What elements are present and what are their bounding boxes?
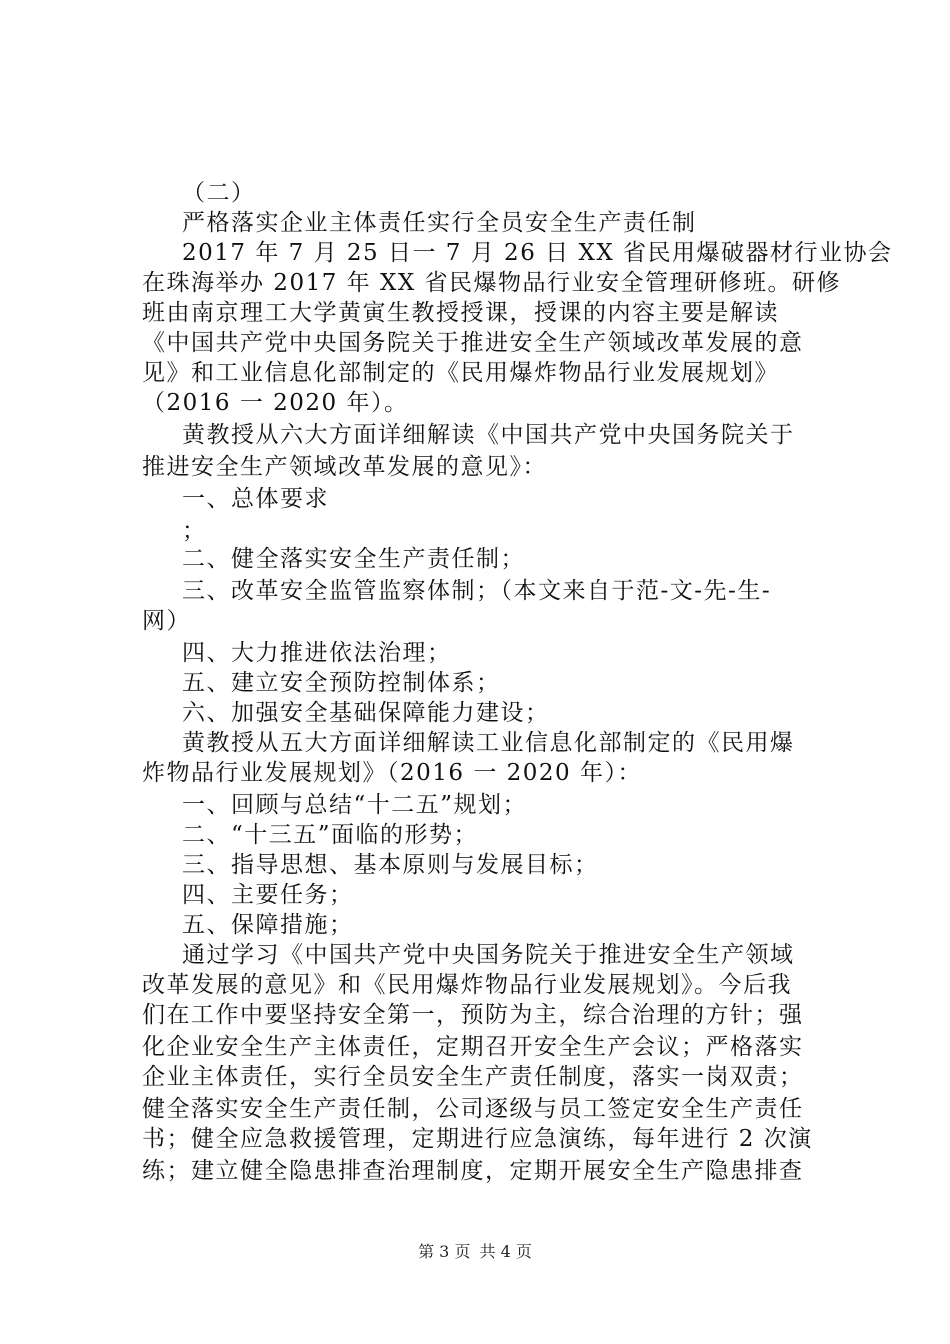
paragraph-line: 健全落实安全生产责任制，公司逐级与员工签定安全生产责任 xyxy=(142,1096,804,1122)
list-item: 三、改革安全监管监察体制；（本文来自于范-文-先-生- xyxy=(182,578,772,604)
paragraph-line: 企业主体责任，实行全员安全生产责任制度，落实一岗双责； xyxy=(142,1064,804,1090)
paragraph-line: 们在工作中要坚持安全第一，预防为主，综合治理的方针；强 xyxy=(142,1002,804,1028)
page-total: 共 4 页 xyxy=(479,1242,532,1261)
page-number: 第 3 页 xyxy=(418,1242,471,1261)
list-item: 五、保障措施； xyxy=(182,912,354,938)
paragraph-line: 改革发展的意见》和《民用爆炸物品行业发展规划》。今后我 xyxy=(142,972,792,998)
page-footer xyxy=(0,1240,950,1264)
paragraph-line: 练；建立健全隐患排查治理制度，定期开展安全生产隐患排查 xyxy=(142,1158,804,1184)
section-number: （二） xyxy=(182,180,256,206)
list-item: 三、指导思想、基本原则与发展目标； xyxy=(182,852,599,878)
list-item: 六、加强安全基础保障能力建设； xyxy=(182,700,550,726)
list-item: 四、大力推进依法治理； xyxy=(182,640,452,666)
list-item: ； xyxy=(182,518,207,544)
list-item: 二、健全落实安全生产责任制； xyxy=(182,546,525,572)
list-item: 一、总体要求 xyxy=(182,486,329,512)
paragraph-line: 《中国共产党中央国务院关于推进安全生产领域改革发展的意 xyxy=(142,330,804,356)
list-item: 一、回顾与总结“十二五”规划； xyxy=(182,792,528,818)
paragraph-line: 2017 年 7 月 25 日一 7 月 26 日 XX 省民用爆破器材行业协会 xyxy=(182,240,893,266)
paragraph-line: 见》和工业信息化部制定的《民用爆炸物品行业发展规划》 xyxy=(142,360,779,386)
list-item-continuation: 网） xyxy=(142,608,191,634)
paragraph-line: 黄教授从五大方面详细解读工业信息化部制定的《民用爆 xyxy=(182,730,795,756)
paragraph-line: （2016 一 2020 年）。 xyxy=(142,390,409,416)
list-item: 五、建立安全预防控制体系； xyxy=(182,670,501,696)
paragraph-line: 班由南京理工大学黄寅生教授授课，授课的内容主要是解读 xyxy=(142,300,779,326)
list-item: 四、主要任务； xyxy=(182,882,354,908)
paragraph-line: 黄教授从六大方面详细解读《中国共产党中央国务院关于 xyxy=(182,422,795,448)
paragraph-line: 炸物品行业发展规划》（2016 一 2020 年）： xyxy=(142,760,642,786)
section-heading: 严格落实企业主体责任实行全员安全生产责任制 xyxy=(182,210,697,236)
paragraph-line: 推进安全生产领域改革发展的意见》： xyxy=(142,454,547,480)
list-item: 二、“十三五”面临的形势； xyxy=(182,822,479,848)
paragraph-line: 书；健全应急救援管理，定期进行应急演练，每年进行 2 次演 xyxy=(142,1126,813,1152)
paragraph-line: 在珠海举办 2017 年 XX 省民爆物品行业安全管理研修班。研修 xyxy=(142,270,842,296)
paragraph-line: 化企业安全生产主体责任，定期召开安全生产会议；严格落实 xyxy=(142,1034,804,1060)
paragraph-line: 通过学习《中国共产党中央国务院关于推进安全生产领域 xyxy=(182,942,795,968)
